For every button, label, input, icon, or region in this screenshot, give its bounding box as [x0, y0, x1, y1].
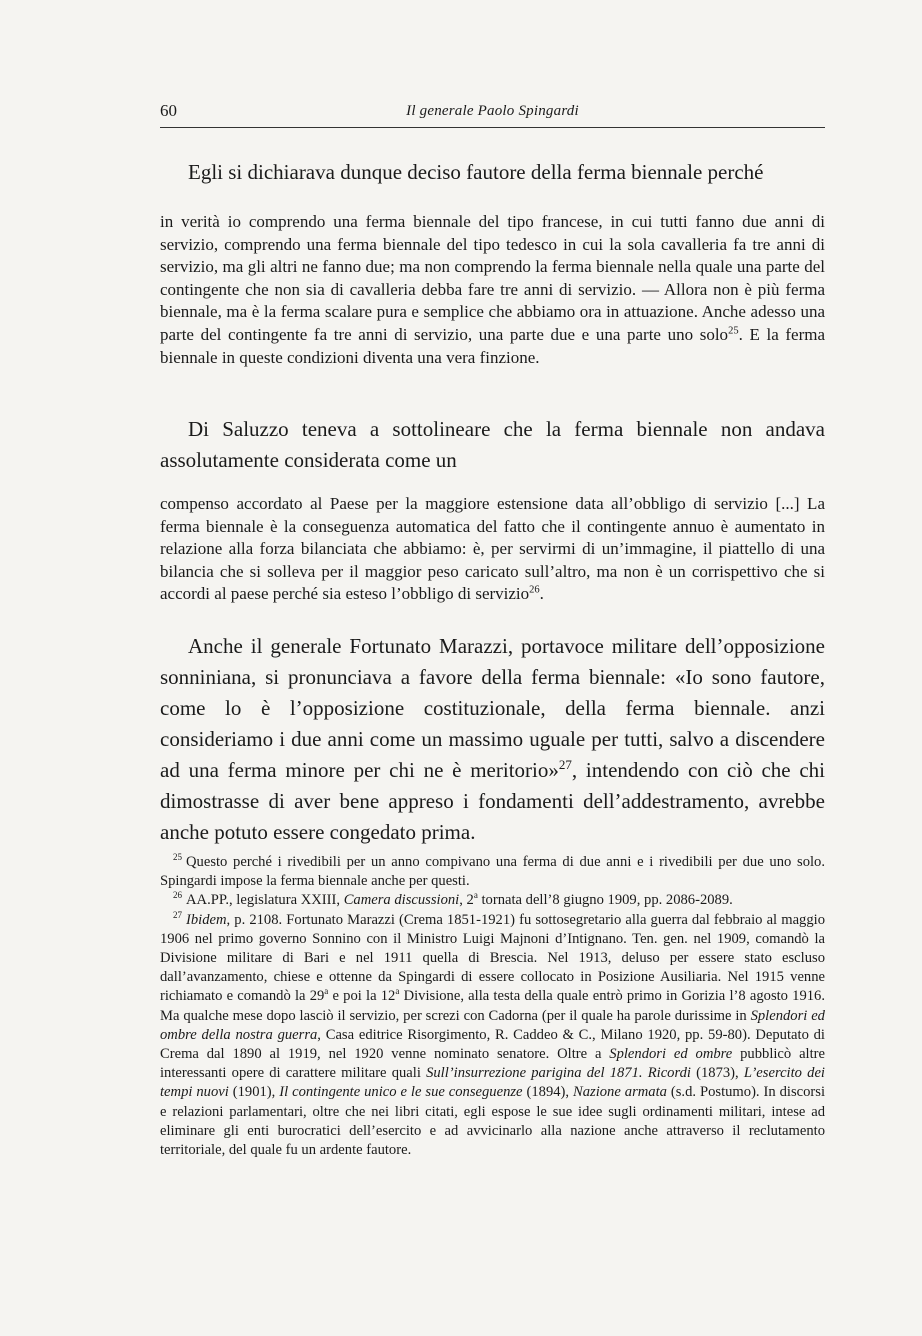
page-header [160, 101, 825, 128]
quote-2: compenso accordato al Paese per la maggiore estensione data all’obbligo di servizio [...] La ferma biennale è la conseguenza automatica del fatto che il contingente annuo è aumentato in relazione alla forza bilanciata che abbiamo: è, per servirmi di un’immagine, il piattello di una bilancia che si solleva per il maggior peso caricato sull’altro, ma non è un corrispettivo che si accordi al paese perché sia esteso l’obbligo di servizio$^{26}$. [160, 494, 825, 604]
quote-1: in verità io comprendo una ferma biennale del tipo francese, in cui tutti fanno due anni di servizio, comprendo una ferma biennale del tipo tedesco in cui la sola cavalleria fa tre anni di servizio, ma gli altri ne fanno due; ma non comprendo la ferma biennale nella quale una parte del contingente che non sia di cavalleria debba fare tre anni di servizio. — Allora non è più ferma biennale, ma è la ferma scalare pura e semplice che abbiamo ora in attuazione. Anche adesso una parte del contingente fa tre anni di servizio, una parte due e una parte uno solo$^{25}$. E la ferma biennale in queste condizioni diventa una vera finzione. [160, 212, 826, 367]
footnote-ref-26: 26 [529, 584, 540, 596]
intro-paragraph-1: Egli si dichiarava dunque deciso fautore della ferma biennale perché [188, 160, 764, 184]
intro-paragraph-2: Di Saluzzo teneva a sottolineare che la ferma biennale non andava assolutamente considerata come un [160, 417, 825, 472]
footnote-27: $^{27}$ Ibidem, p. 2108. Fortunato Marazzi (Crema 1851-1921) fu sottosegretario alla guerra dal febbraio al maggio 1906 nel primo governo Sonnino con il Ministro Luigi Majnoni d’Intignano. Ten. gen. nel 1909, comandò la Divisione militare di Bari e nel 1911 quella di Brescia. Nel 1913, deluso per essere stato escluso dall’avanzamento, chiese e ottenne da Spingardi di essere collocato in Posizione Ausiliaria. Nel 1915 venne richiamato e comandò la 29$^a$ e poi la 12$^a$ Divisione, alla testa della quale entrò primo in Gorizia l’8 agosto 1916. Ma qualche mese dopo lasciò il servizio, per screzi con Cadorna (per il quale ha parole durissime in Splendori ed ombre della nostra guerra, Casa editrice Risorgimento, R. Caddeo & C., Milano 1920, pp. 59-80). Deputato di Crema dal 1890 al 1919, nel 1920 venne nominato senatore. Oltre a Splendori ed ombre pubblicò altre interessanti opere di carattere militare quali Sull’insurrezione parigina del 1871. Ricordi (1873), L’esercito dei tempi nuovi (1901), Il contingente unico e le sue conseguenze (1894), Nazione armata (s.d. Postumo). In discorsi e relazioni parlamentari, oltre che nei libri citati, egli espose le sue idee sugli ordinamenti militari, intese ad eliminare gli enti burocratici dell’esercito e ad avvicinarlo alla nazione anche attraverso il reclutamento territoriale, del quale fu un ardente fautore. [160, 909, 826, 1159]
footnote-ref-25: 25 [728, 325, 739, 337]
footnote-25: $^{25}$ Questo perché i rivedibili per un anno compivano una ferma di due anni e i rivedibili per due uno solo. Spingardi impose la ferma biennale anche per questi. [160, 852, 825, 890]
footnote-26: $^{26}$ AA.PP., legislatura XXIII, Camera discussioni, 2$^a$ tornata dell’8 giugno 1909, pp. 2086-2089. [172, 890, 733, 909]
body-paragraph-3: Anche il generale Fortunato Marazzi, portavoce militare dell’opposizione sonniniana, si pronunciava a favore della ferma biennale: «Io sono fautore, come lo è l’opposizione costituzionale, della ferma biennale. anzi consideriamo i due anni come un massimo uguale per tutti, salvo a discendere ad una ferma minore per chi ne è meritorio»$^{27}$, intendendo con ciò che chi dimostrasse di aver bene appreso i fondamenti dell’addestramento, avrebbe anche potuto essere congedato prima. [160, 634, 825, 844]
running-title: Il generale Paolo Spingardi [406, 103, 579, 119]
footnotes [160, 853, 825, 1160]
page-number: 60 [160, 101, 177, 120]
footnote-ref-27: 27 [558, 757, 572, 772]
